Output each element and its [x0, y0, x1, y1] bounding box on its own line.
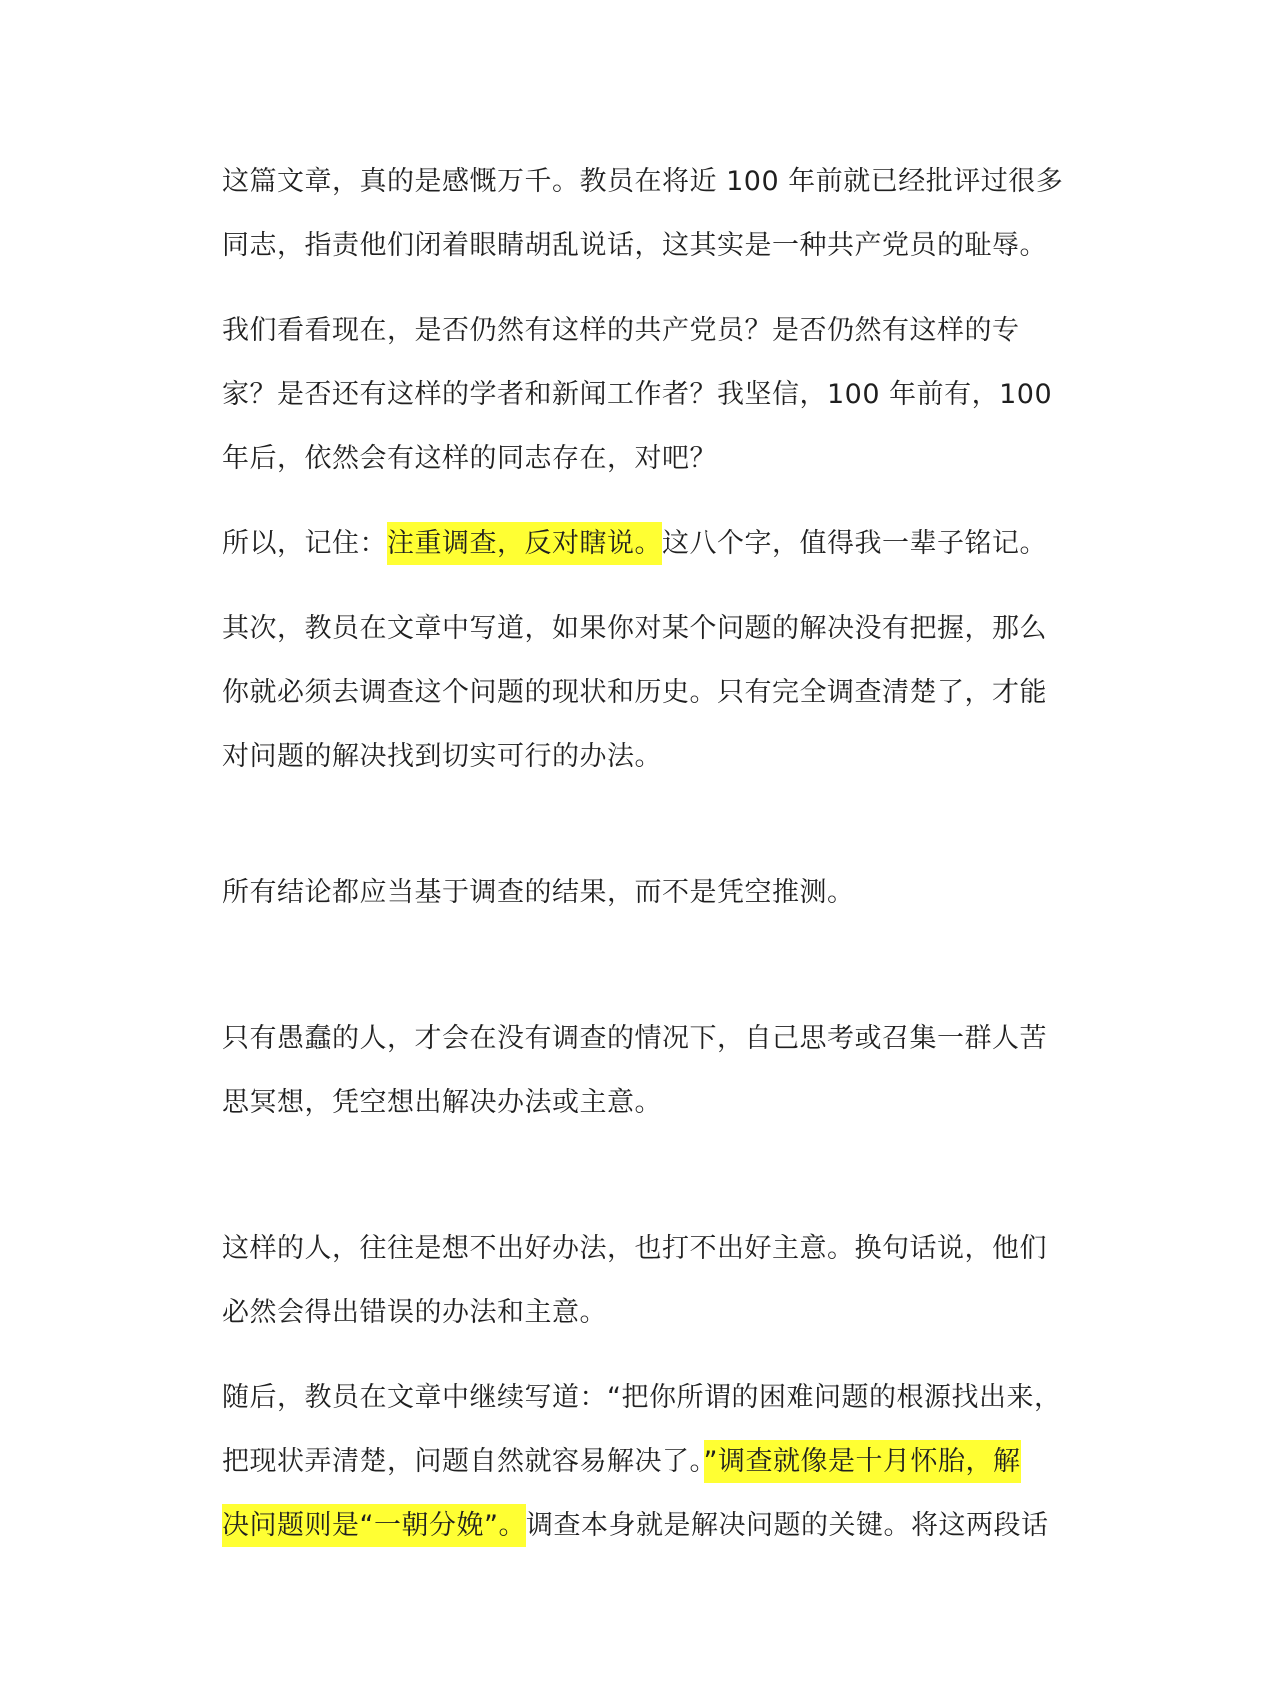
highlighted-text: 注重调查，反对瞎说。	[387, 522, 662, 565]
text-run: 同志，指责他们闭着眼睛胡乱说话，这其实是一种共产党员的耻辱。	[222, 230, 1047, 261]
paragraph	[222, 512, 1082, 576]
text-run: 必然会得出错误的办法和主意。	[222, 1297, 607, 1328]
paragraph-line	[222, 1430, 1082, 1494]
text-run: 对问题的解决找到切实可行的办法。	[222, 741, 662, 772]
paragraph-line	[222, 597, 1082, 661]
text-run: 其次，教员在文章中写道，如果你对某个问题的解决没有把握，那么	[222, 613, 1047, 644]
paragraph-line	[222, 1217, 1082, 1281]
paragraph-line	[222, 1366, 1082, 1430]
text-run: 所有结论都应当基于调查的结果，而不是凭空推测。	[222, 877, 855, 908]
paragraph	[222, 597, 1082, 789]
paragraph-line	[222, 427, 1082, 491]
paragraph-line	[222, 661, 1082, 725]
text-run: 你就必须去调查这个问题的现状和历史。只有完全调查清楚了，才能	[222, 677, 1047, 708]
paragraph	[222, 299, 1082, 491]
highlighted-text: 决问题则是“一朝分娩”。	[222, 1504, 526, 1547]
paragraph	[222, 1217, 1082, 1345]
paragraph	[222, 861, 1082, 925]
paragraph-line	[222, 725, 1082, 789]
text-run: 我们看看现在，是否仍然有这样的共产党员？是否仍然有这样的专	[222, 315, 1020, 346]
highlighted-text: ”调查就像是十月怀胎，解	[704, 1440, 1021, 1483]
paragraph	[222, 1007, 1082, 1135]
text-run: 这篇文章，真的是感慨万千。教员在将近 100 年前就已经批评过很多	[222, 166, 1064, 197]
paragraph-line	[222, 512, 1082, 576]
text-run: 家？是否还有这样的学者和新闻工作者？我坚信，100 年前有，100	[222, 379, 1053, 410]
text-run: 随后，教员在文章中继续写道：“把你所谓的困难问题的根源找出来，	[222, 1382, 1062, 1413]
text-run: 这八个字，值得我一辈子铭记。	[662, 528, 1047, 559]
text-run: 所以，记住：	[222, 528, 387, 559]
paragraph-line	[222, 150, 1082, 214]
document-body	[222, 150, 1082, 1558]
paragraph-line	[222, 1281, 1082, 1345]
text-run: 思冥想，凭空想出解决办法或主意。	[222, 1087, 662, 1118]
text-run: 只有愚蠢的人，才会在没有调查的情况下，自己思考或召集一群人苦	[222, 1023, 1047, 1054]
paragraph-line	[222, 363, 1082, 427]
paragraph	[222, 150, 1082, 278]
paragraph-line	[222, 861, 1082, 925]
paragraph-line	[222, 1007, 1082, 1071]
text-run: 把现状弄清楚，问题自然就容易解决了。	[222, 1446, 704, 1477]
paragraph-line	[222, 214, 1082, 278]
paragraph-line	[222, 1071, 1082, 1135]
text-run: 这样的人，往往是想不出好办法，也打不出好主意。换句话说，他们	[222, 1233, 1047, 1264]
paragraph	[222, 1366, 1082, 1558]
text-run: 调查本身就是解决问题的关键。将这两段话	[525, 1510, 1049, 1541]
text-run: 年后，依然会有这样的同志存在，对吧？	[222, 443, 717, 474]
paragraph-line	[222, 299, 1082, 363]
paragraph-line	[222, 1494, 1082, 1558]
